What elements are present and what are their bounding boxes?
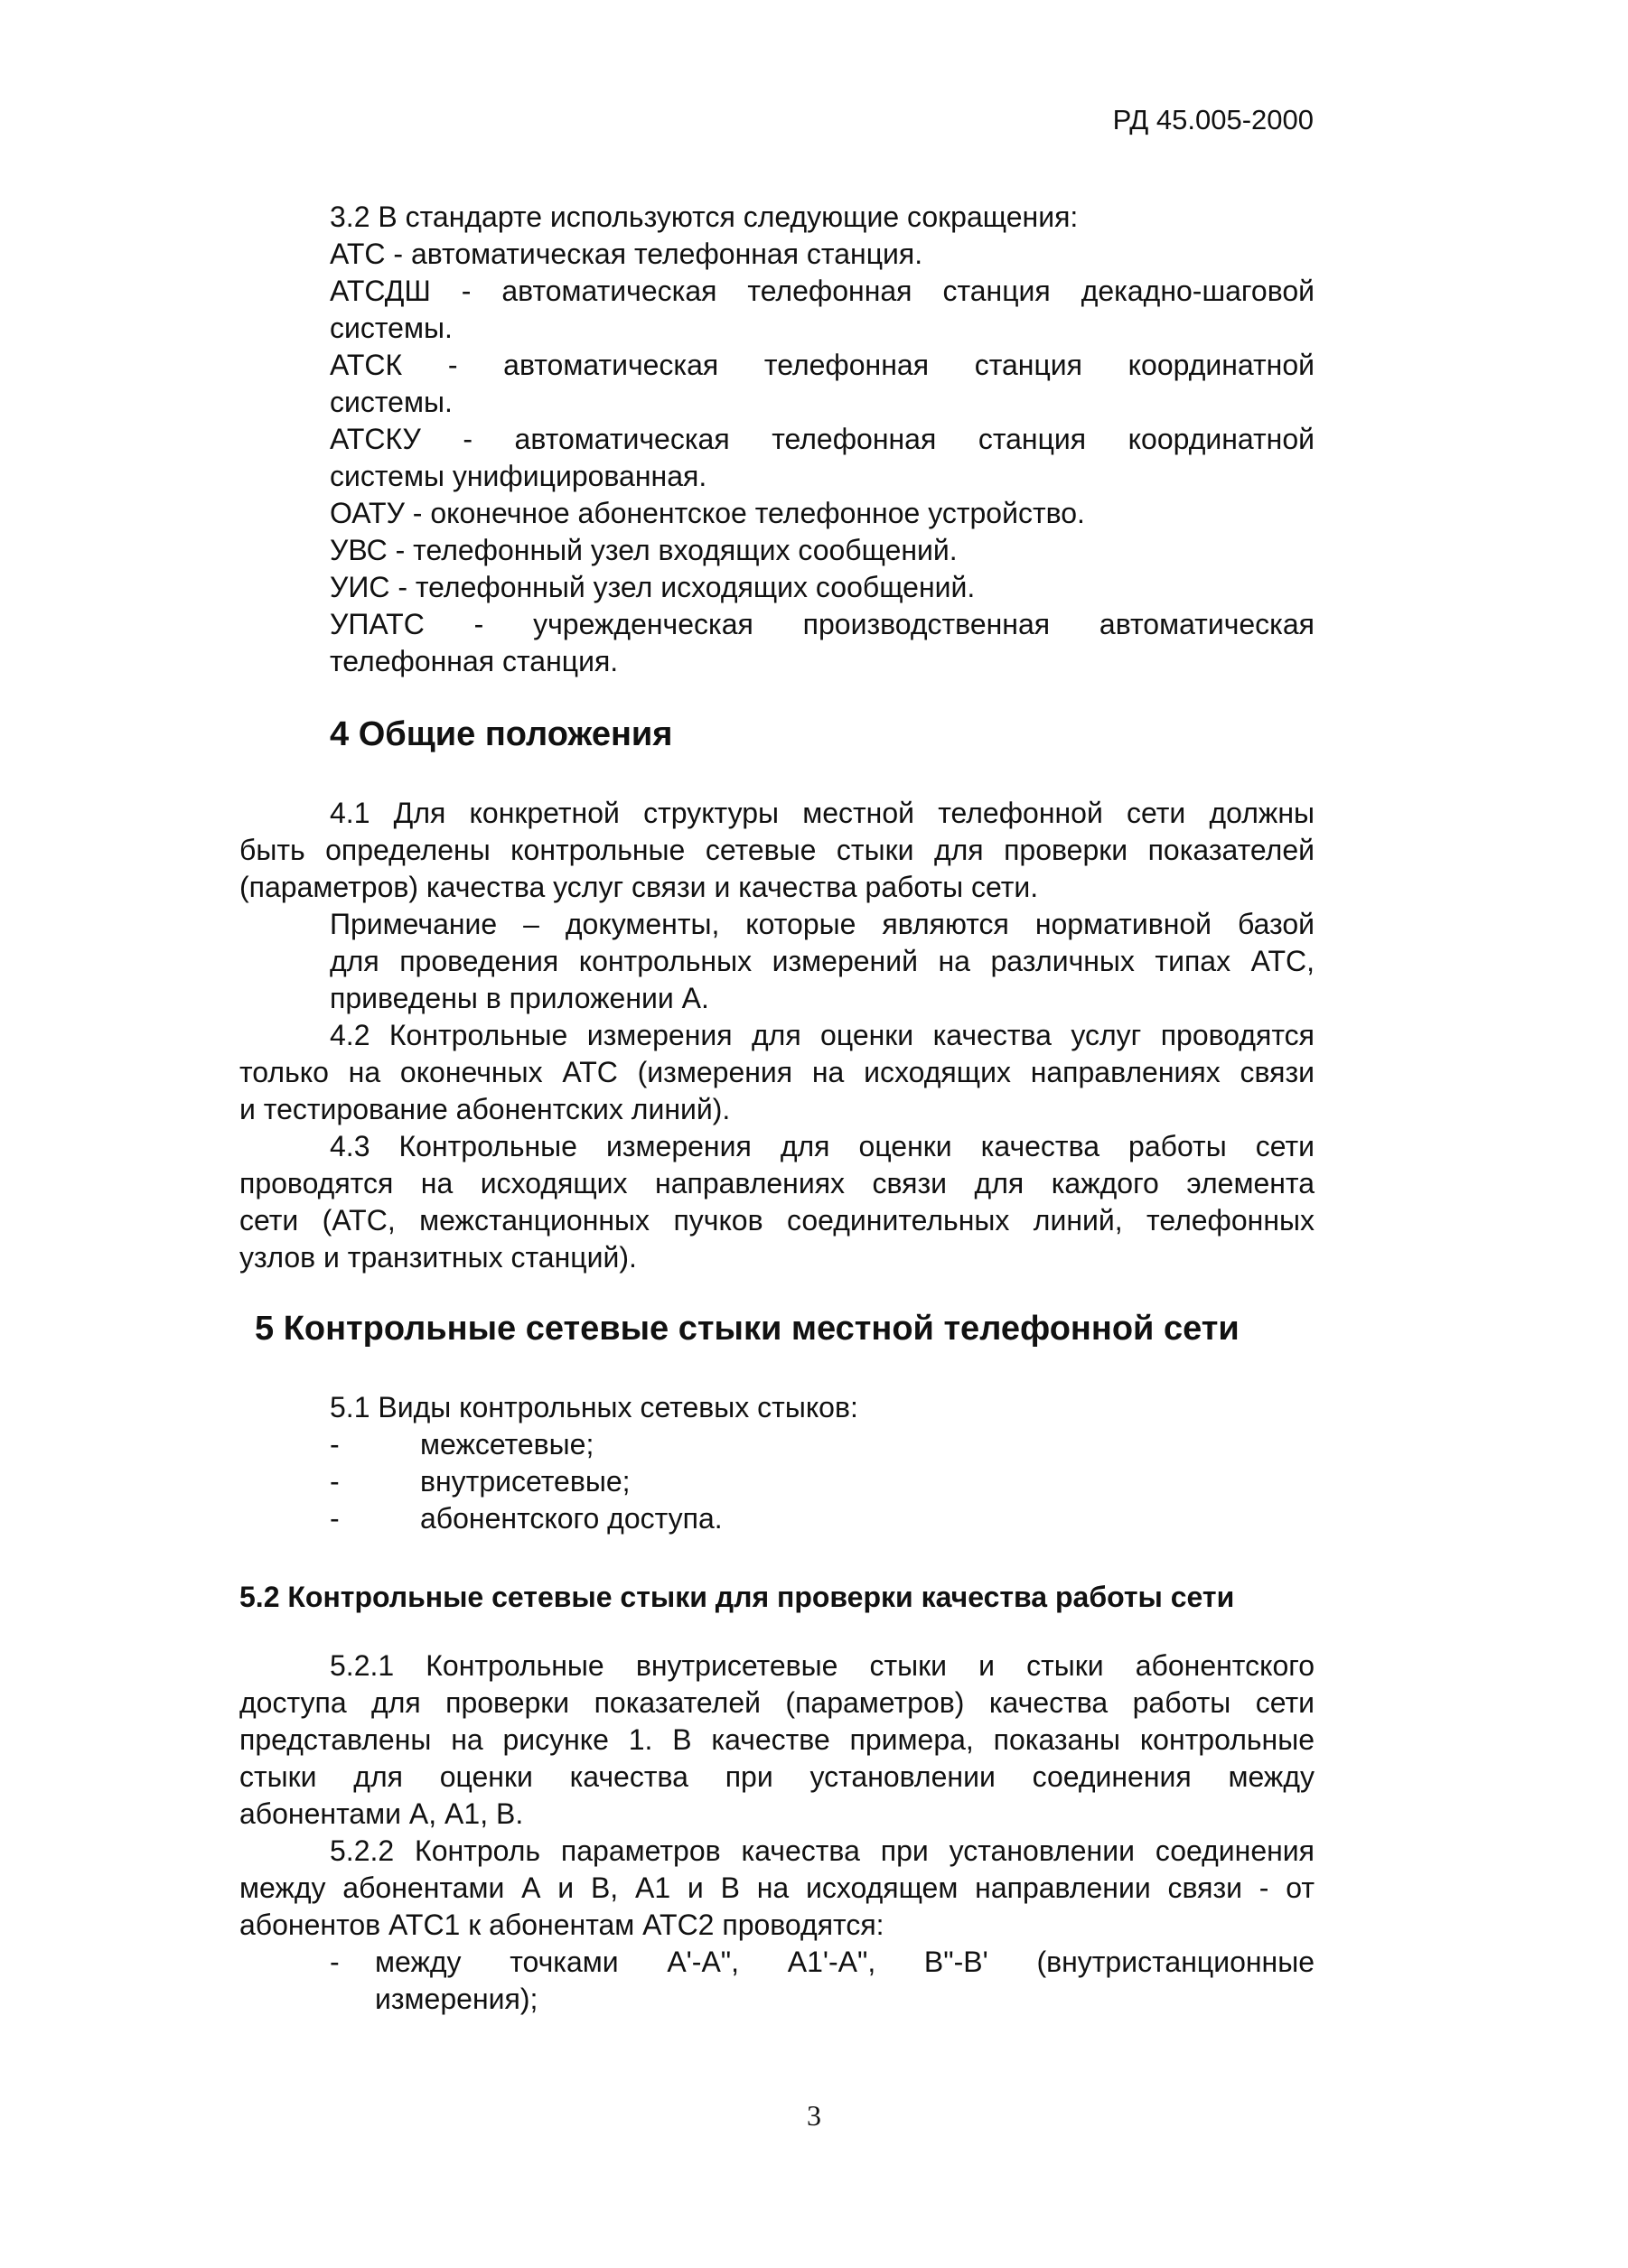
section-5-1-intro: 5.1 Виды контрольных сетевых стыков: (330, 1391, 858, 1423)
section-4-body (239, 795, 1315, 1276)
section-5-title: 5 Контрольные сетевые стыки местной телефонной сети (255, 1310, 1240, 1348)
text-line: сети (АТС, межстанционных пучков соединительных линий, телефонных (239, 1204, 1315, 1237)
text-line: УИС - телефонный узел исходящих сообщений. (330, 571, 976, 603)
list-item: - абонентского доступа. (330, 1502, 723, 1535)
abbreviations-list (330, 199, 1315, 680)
text-line: системы. (330, 312, 453, 344)
text-line: только на оконечных АТС (измерения на исходящих направлениях связи (239, 1056, 1315, 1088)
list-item: - межсетевые; (330, 1428, 594, 1461)
text-line: приведены в приложении А. (330, 982, 709, 1014)
text-line: для проведения контрольных измерений на различных типах АТС, (330, 945, 1315, 977)
text-line: Примечание – документы, которые являются нормативной базой (330, 908, 1315, 940)
text-line: АТСК - автоматическая телефонная станция координатной (330, 349, 1315, 381)
section-5-1 (239, 1389, 1315, 1537)
text-line: абонентов АТС1 к абонентам АТС2 проводятся: (239, 1909, 884, 1941)
text-line: представлены на рисунке 1. В качестве примера, показаны контрольные (239, 1723, 1315, 1756)
text-line: УВС - телефонный узел входящих сообщений. (330, 534, 958, 566)
text-line: системы. (330, 386, 453, 418)
text-line: 4.2 Контрольные измерения для оценки качества услуг проводятся (330, 1019, 1315, 1051)
section-4-title: 4 Общие положения (330, 715, 673, 753)
text-line: системы унифицированная. (330, 460, 707, 492)
text-line: абонентами А, А1, В. (239, 1797, 524, 1830)
page-number: 3 (807, 2099, 821, 2132)
bullet-text-line: измерения); (375, 1983, 538, 2015)
text-line: между абонентами А и В, А1 и В на исходящем направлении связи - от (239, 1871, 1315, 1904)
text-line: 3.2 В стандарте используются следующие сокращения: (330, 201, 1079, 233)
section-5-2-bullet: - между точками А'-А", А1'-А", В"-В' (внутристанционные измерения); (239, 1944, 1315, 2018)
text-line: 5.2.2 Контроль параметров качества при установлении соединения (330, 1834, 1315, 1867)
text-line: стыки для оценки качества при установлении соединения между (239, 1760, 1315, 1793)
text-line: 4.1 Для конкретной структуры местной телефонной сети должны (330, 797, 1315, 829)
list-item: - внутрисетевые; (330, 1465, 631, 1498)
document-code: РД 45.005-2000 (1112, 104, 1314, 135)
text-line: ОАТУ - оконечное абонентское телефонное устройство. (330, 497, 1085, 529)
text-line: проводятся на исходящих направлениях связи для каждого элемента (239, 1167, 1315, 1199)
text-line: узлов и транзитных станций). (239, 1241, 637, 1274)
text-line: и тестирование абонентских линий). (239, 1093, 731, 1125)
text-line: 5.2.1 Контрольные внутрисетевые стыки и стыки абонентского (330, 1649, 1315, 1682)
section-5-2-title: 5.2 Контрольные сетевые стыки для проверки качества работы сети (239, 1581, 1235, 1613)
section-5-2-body (239, 1647, 1315, 1944)
text-line: доступа для проверки показателей (параметров) качества работы сети (239, 1686, 1315, 1719)
text-line: АТСКУ - автоматическая телефонная станция координатной (330, 423, 1315, 455)
text-line: телефонная станция. (330, 645, 619, 677)
text-line: (параметров) качества услуг связи и качества работы сети. (239, 871, 1039, 903)
text-line: АТСДШ - автоматическая телефонная станция декадно-шаговой (330, 275, 1315, 307)
text-line: АТС - автоматическая телефонная станция. (330, 238, 923, 270)
text-line: 4.3 Контрольные измерения для оценки качества работы сети (330, 1130, 1315, 1162)
bullet-text-line: между точками А'-А", А1'-А", В"-В' (внутристанционные (375, 1946, 1315, 1978)
text-line: быть определены контрольные сетевые стыки для проверки показателей (239, 834, 1315, 866)
text-line: УПАТС - учрежденческая производственная автоматическая (330, 608, 1315, 640)
